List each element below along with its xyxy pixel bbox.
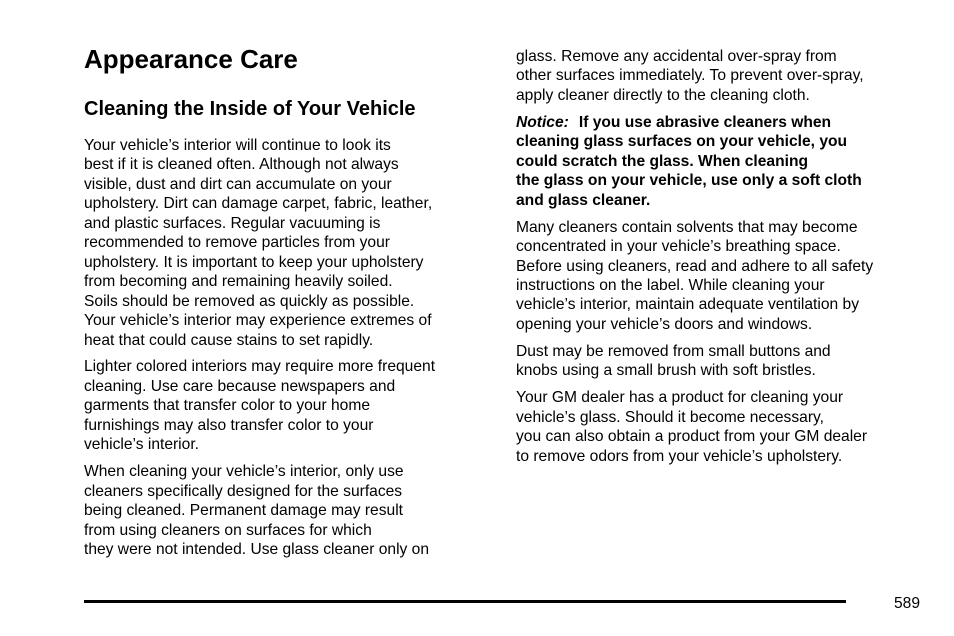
text-line: garments that transfer color to your home [84,397,371,415]
text-line: heat that could cause stains to set rapidly. [84,331,374,349]
notice-label: Notice: [516,113,569,131]
text-line: the glass on your vehicle, use only a soft cloth [516,172,862,190]
text-line: and plastic surfaces. Regular vacuuming is [84,214,381,232]
text-line: upholstery. Dirt can damage carpet, fabric, leather, [84,195,433,213]
text-line: vehicle’s interior, maintain adequate ventilation by [516,296,859,314]
text-line: upholstery. It is important to keep your upholstery [84,253,424,271]
text-line: opening your vehicle’s doors and windows. [516,315,813,333]
text-line: other surfaces immediately. To prevent over-spray, [516,67,864,85]
text-line: Your GM dealer has a product for cleaning your [516,389,844,407]
paragraph-glass-continuation [516,47,926,105]
page-number: 589 [893,595,920,612]
text-line: they were not intended. Use glass cleaner only on [84,541,430,559]
text-line: Soils should be removed as quickly as possible. [84,292,415,310]
page-title: Appearance Care [84,44,298,74]
text-line: Many cleaners contain solvents that may become [516,218,858,236]
text-line: apply cleaner directly to the cleaning cloth. [516,86,810,104]
notice-block [516,113,926,210]
text-line: cleaning. Use care because newspapers and [84,377,396,395]
text-line: recommended to remove particles from your [84,234,390,252]
text-line: knobs using a small brush with soft bristles. [516,362,816,380]
text-line: Your vehicle’s interior will continue to look its [84,137,391,154]
left-column [84,136,494,567]
text-line: vehicle’s interior. [84,436,199,454]
right-column [516,47,926,474]
text-line [516,113,926,132]
text-line: Lighter colored interiors may require more frequent [84,358,436,376]
text-line: When cleaning your vehicle’s interior, only use [84,463,404,481]
text-line: Before using cleaners, read and adhere to all safety [516,257,874,275]
text-line: best if it is cleaned often. Although not always [84,156,399,174]
text-line: instructions on the label. While cleaning your [516,276,825,294]
text-line: glass. Remove any accidental over-spray from [516,48,837,65]
text-line: being cleaned. Permanent damage may result [84,502,403,520]
footer-rule [84,600,846,603]
text-line: furnishings may also transfer color to your [84,416,374,434]
text-line: Dust may be removed from small buttons and [516,342,831,360]
text-line: could scratch the glass. When cleaning [516,152,809,170]
paragraph-solvents [516,218,926,335]
text-line: cleaners specifically designed for the surfaces [84,482,403,500]
text-line: to remove odors from your vehicle’s upholstery. [516,447,843,465]
text-line: you can also obtain a product from your GM dealer [516,428,868,446]
paragraph-lighter-interiors [84,357,494,454]
text-line: Your vehicle’s interior may experience extremes of [84,312,432,330]
text-line: concentrated in your vehicle’s breathing space. [516,238,841,256]
text-line: cleaning glass surfaces on your vehicle, you [516,133,848,151]
text-line: from using cleaners on surfaces for which [84,521,372,539]
notice-text: If you use abrasive cleaners when [578,113,832,131]
text-line: and glass cleaner. [516,191,651,209]
text-line: from becoming and remaining heavily soiled. [84,273,393,291]
paragraph-gm-dealer [516,388,926,466]
section-heading: Cleaning the Inside of Your Vehicle [84,98,416,120]
paragraph-dust-removal [516,342,926,381]
text-line: vehicle’s glass. Should it become necessary, [516,408,824,426]
paragraph-specific-cleaners [84,462,494,559]
paragraph-interior-cleaning [84,136,494,350]
text-line: visible, dust and dirt can accumulate on your [84,175,392,193]
